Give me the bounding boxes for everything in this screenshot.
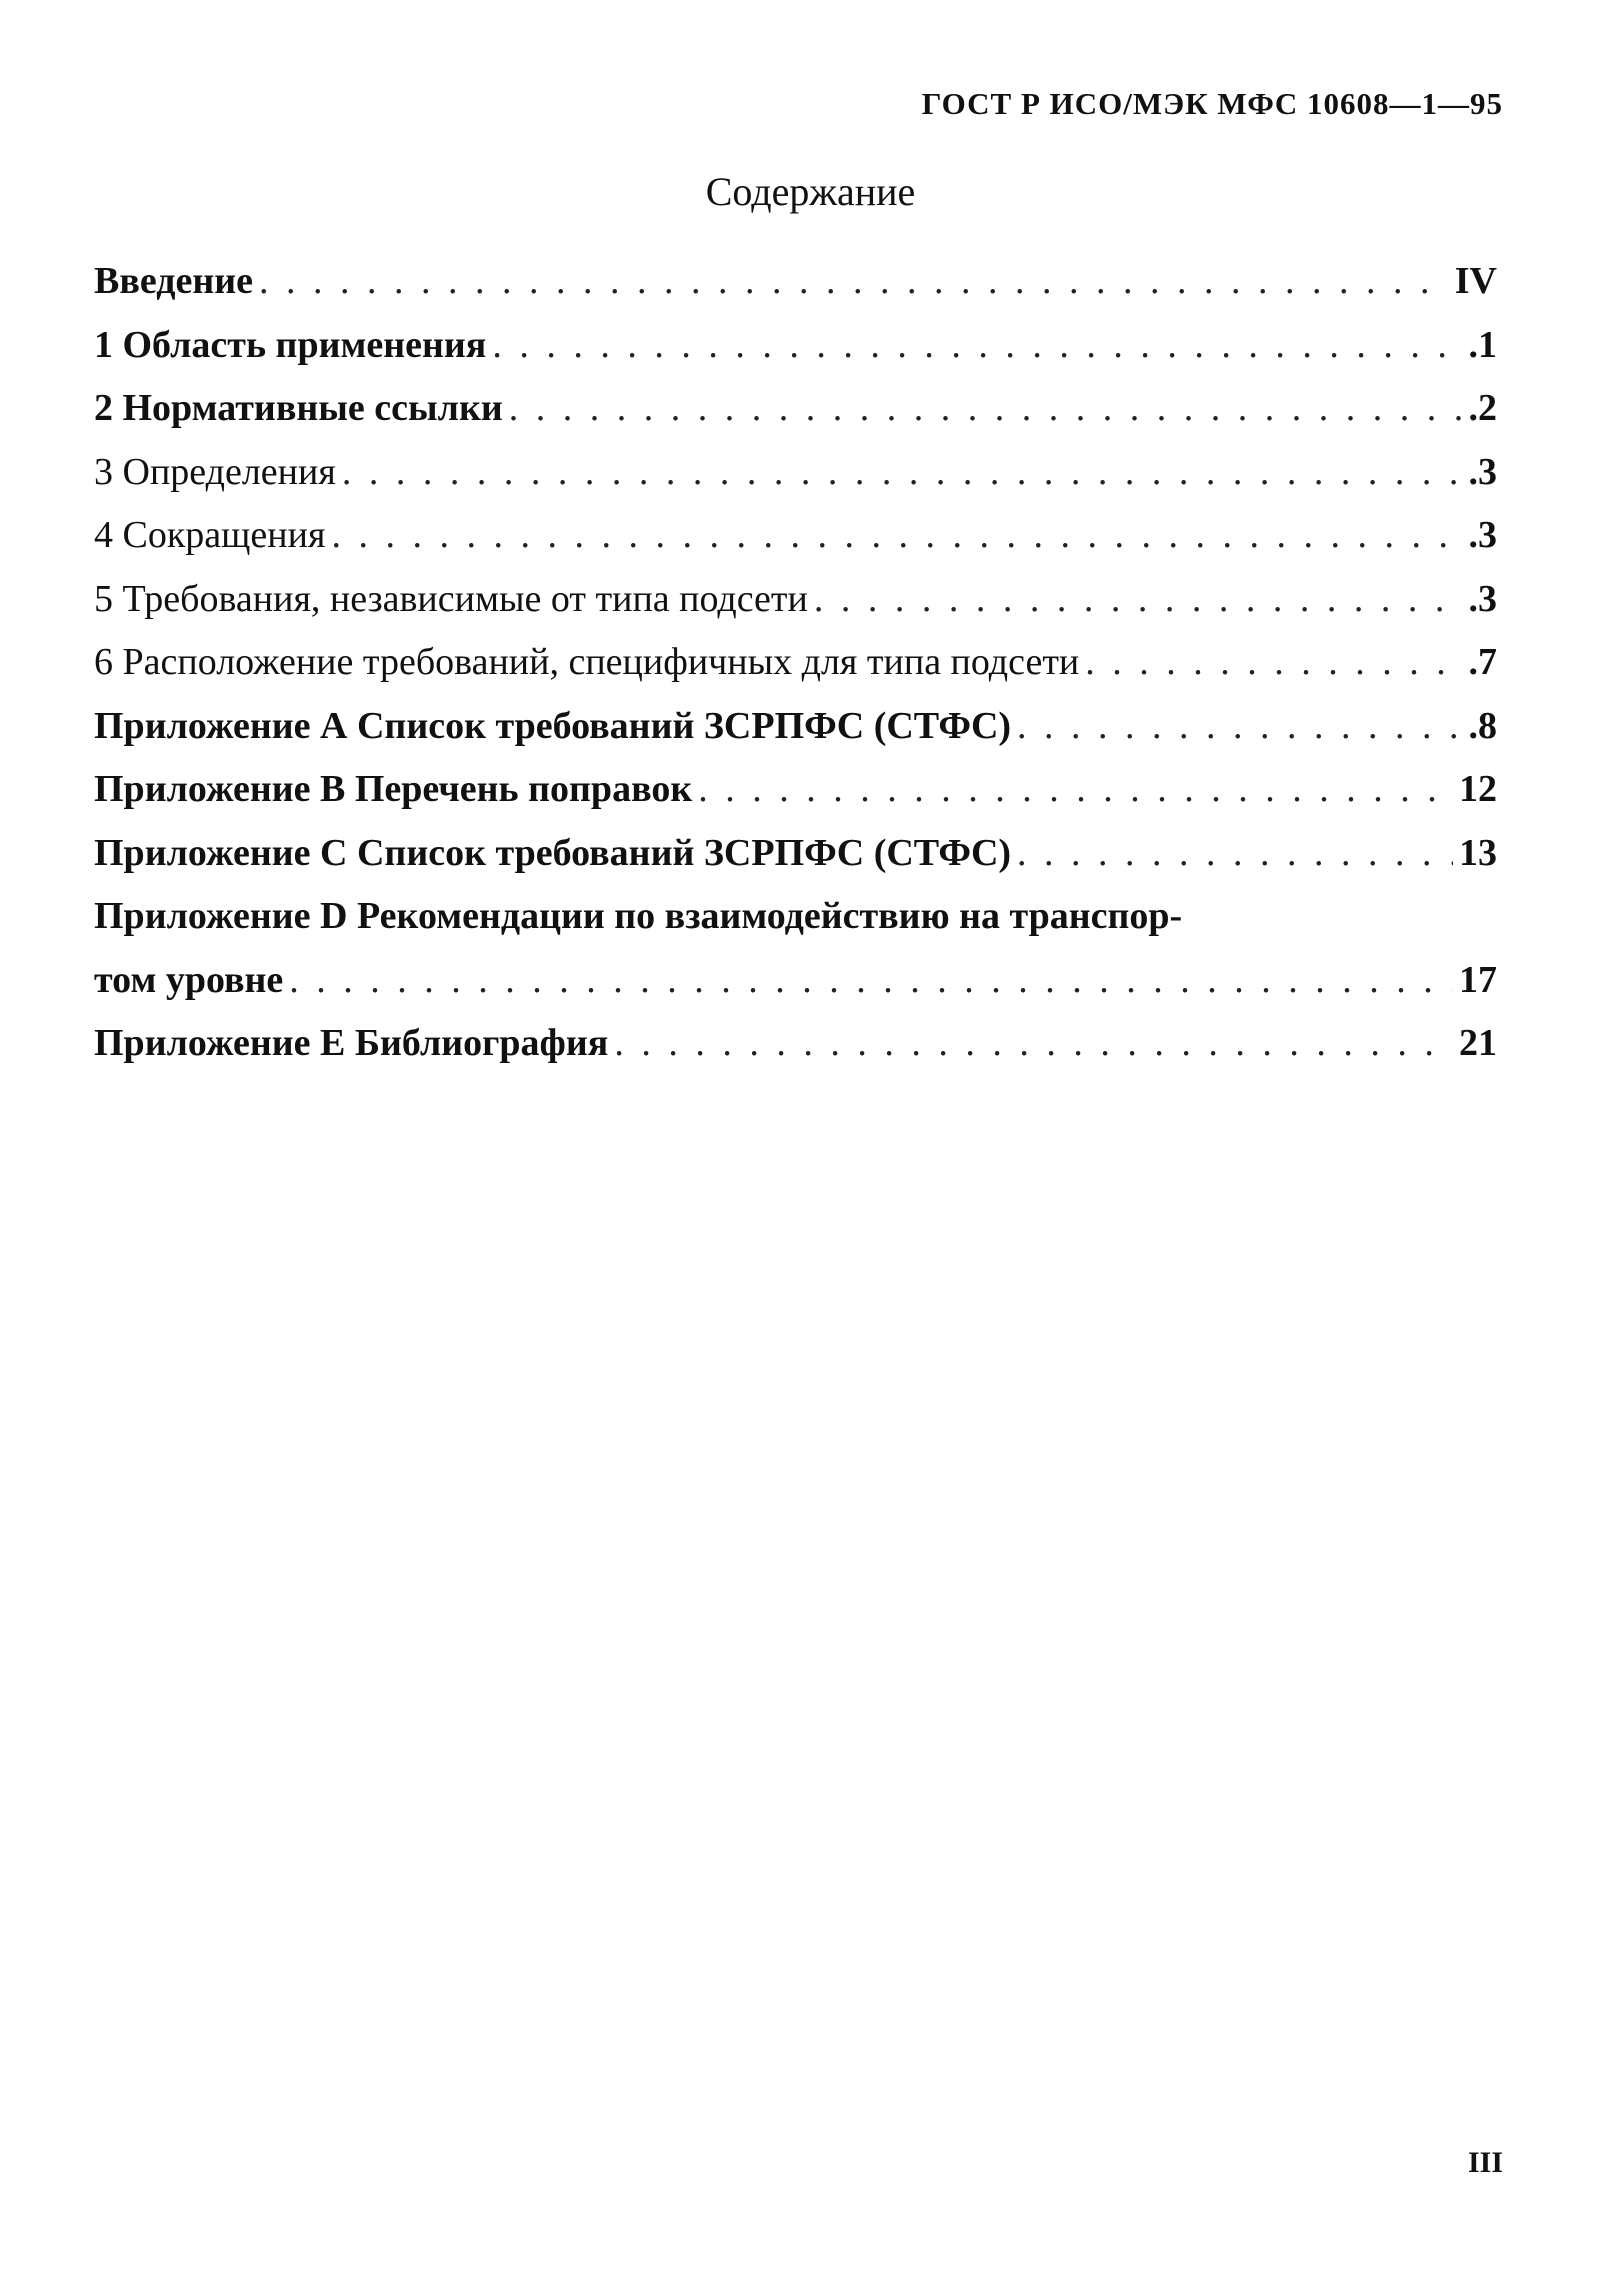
dot-leader [1017,695,1462,759]
toc-entry[interactable] [94,822,1497,886]
page-number: III [1467,2146,1503,2179]
toc-entry[interactable] [94,695,1497,759]
page-title: Содержание [705,169,916,214]
dot-leader [509,377,1463,441]
dot-leader [614,1012,1453,1076]
dot-leader [1085,631,1462,695]
toc-entry-page: .7 [1468,641,1497,683]
toc-entry-page: IV [1454,260,1497,302]
toc-entry-label: 1 Область применения [94,323,487,366]
toc-entry-label: том уровне [94,958,284,1001]
toc-entry-label: Приложение А Список требований ЗСРПФС (СТФС) [94,704,1012,747]
toc-entry[interactable] [94,377,1497,441]
table-of-contents [94,250,1497,1076]
toc-entry[interactable] [94,1012,1497,1076]
toc-entry-multiline-second[interactable] [94,949,1497,1013]
toc-entry-page: 17 [1459,958,1497,1001]
toc-entry-multiline-first[interactable] [94,885,1497,949]
toc-entry-label: 3 Определения [94,450,336,493]
dot-leader [1017,822,1453,886]
dot-leader [814,568,1463,632]
toc-entry-page: .2 [1468,387,1497,429]
toc-entry[interactable] [94,314,1497,378]
toc-entry-page: 12 [1459,768,1497,810]
toc-entry[interactable] [94,250,1497,314]
toc-entry[interactable] [94,568,1497,632]
toc-entry-label: 6 Расположение требований, специфичных для типа подсети [94,641,1080,683]
dot-leader [342,441,1463,505]
toc-entry-label: 2 Нормативные ссылки [94,387,503,429]
toc-entry-page: .3 [1468,577,1497,620]
toc-entry-label: Приложение В Перечень поправок [94,768,693,810]
toc-entry[interactable] [94,631,1497,695]
toc-entry-page: 13 [1459,831,1497,874]
toc-entry-label: Приложение D Рекомендации по взаимодействию на транспор- [94,895,1183,937]
dot-leader [492,314,1462,378]
dot-leader [331,504,1462,568]
toc-entry-label: Приложение Е Библиография [94,1022,609,1064]
toc-entry[interactable] [94,441,1497,505]
document-code-header: ГОСТ Р ИСО/МЭК МФС 10608—1—95 [921,86,1503,121]
toc-entry-page: .1 [1468,323,1497,366]
toc-entry-label: 5 Требования, независимые от типа подсети [94,577,808,620]
toc-entry-page: .8 [1468,704,1497,747]
dot-leader [289,949,1453,1013]
dot-leader [259,250,1449,314]
toc-entry-page: 21 [1459,1022,1497,1064]
toc-entry-label: 4 Сокращения [94,514,326,556]
toc-entry-page: .3 [1468,514,1497,556]
toc-entry-label: Введение [94,260,253,302]
toc-entry[interactable] [94,758,1497,822]
toc-entry-page: .3 [1468,450,1497,493]
toc-entry-label: Приложение С Список требований ЗСРПФС (СТФС) [94,831,1012,874]
dot-leader [698,758,1453,822]
toc-entry[interactable] [94,504,1497,568]
